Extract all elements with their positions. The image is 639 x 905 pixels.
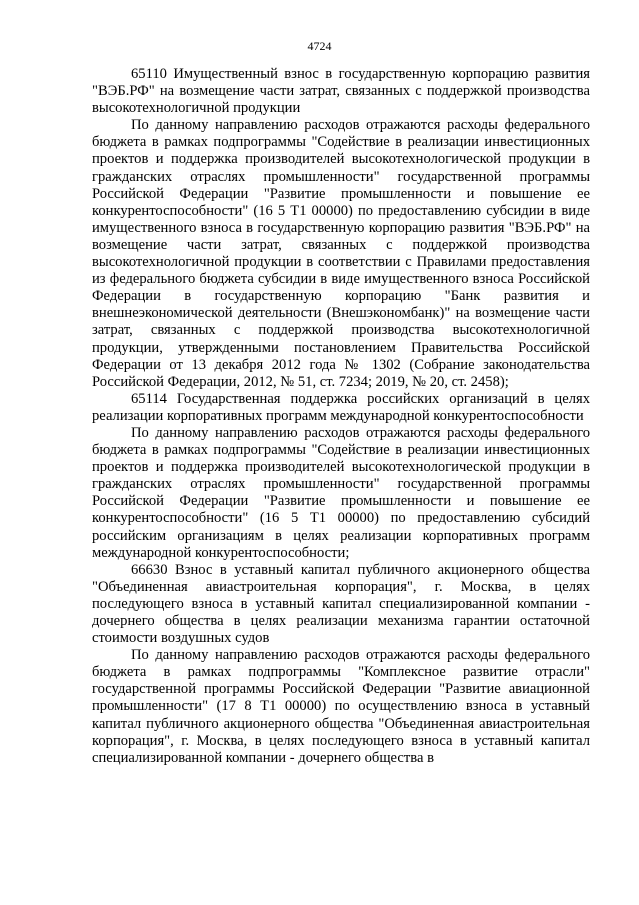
paragraph-66630-description: По данному направлению расходов отражаются расходы федерального бюджета в рамках подпрограммы "Комплексное развитие отрасли" государственной программы Российской Федерации "Развитие авиационной промышленности" (17 8 Т1 00000) по осуществлению взноса в уставный капитал публичного акционерного общества "Объединенная авиастроительная корпорация", г. Москва, в целях последующего взноса в уставный капитал специализированной компании - дочернего общества в (92, 647, 590, 766)
code-heading-65110: 65110 Имущественный взнос в государственную корпорацию развития "ВЭБ.РФ" на возмещение части затрат, связанных с поддержкой производства высокотехнологичной продукции (92, 66, 590, 117)
code-heading-66630: 66630 Взнос в уставный капитал публичного акционерного общества "Объединенная авиастроительная корпорация", г. Москва, в целях последующего взноса в уставный капитал специализированной компании - дочернего общества в целях реализации механизма гарантии остаточной стоимости воздушных судов (92, 561, 590, 647)
paragraph-65114-description: По данному направлению расходов отражаются расходы федерального бюджета в рамках подпрограммы "Содействие в реализации инвестиционных проектов и поддержка производителей высокотехнологической продукции в гражданских отраслях промышленности" государственной программы Российской Федерации "Развитие промышленности и повышение ее конкурентоспособности" (16 5 Т1 00000) по предоставлению субсидий российским организациям в целях реализации корпоративных программ международной конкурентоспособности; (92, 424, 590, 561)
code-heading-65114: 65114 Государственная поддержка российских организаций в целях реализации корпоративных программ международной конкурентоспособности (92, 390, 590, 424)
page-number: 4724 (307, 39, 332, 53)
document-body (92, 66, 590, 767)
paragraph-65110-description: По данному направлению расходов отражаются расходы федерального бюджета в рамках подпрограммы "Содействие в реализации инвестиционных проектов и поддержка производителей высокотехнологической продукции в гражданских отраслях промышленности" государственной программы Российской Федерации "Развитие промышленности и повышение ее конкурентоспособности" (16 5 Т1 00000) по предоставлению субсидии в виде имущественного взноса в государственную корпорацию развития "ВЭБ.РФ" на возмещение части затрат, связанных с поддержкой производства высокотехнологичной продукции в соответствии с Правилами предоставления из федерального бюджета субсидии в виде имущественного взноса Российской Федерации в государственную корпорацию "Банк развития и внешнеэкономической деятельности (Внешэкономбанк)" на возмещение части затрат, связанных с поддержкой производства высокотехнологичной продукции, утвержденными постановлением Правительства Российской Федерации от 13 декабря 2012 года № 1302 (Собрание законодательства Российской Федерации, 2012, № 51, ст. 7234; 2019, № 20, ст. 2458); (92, 117, 590, 390)
